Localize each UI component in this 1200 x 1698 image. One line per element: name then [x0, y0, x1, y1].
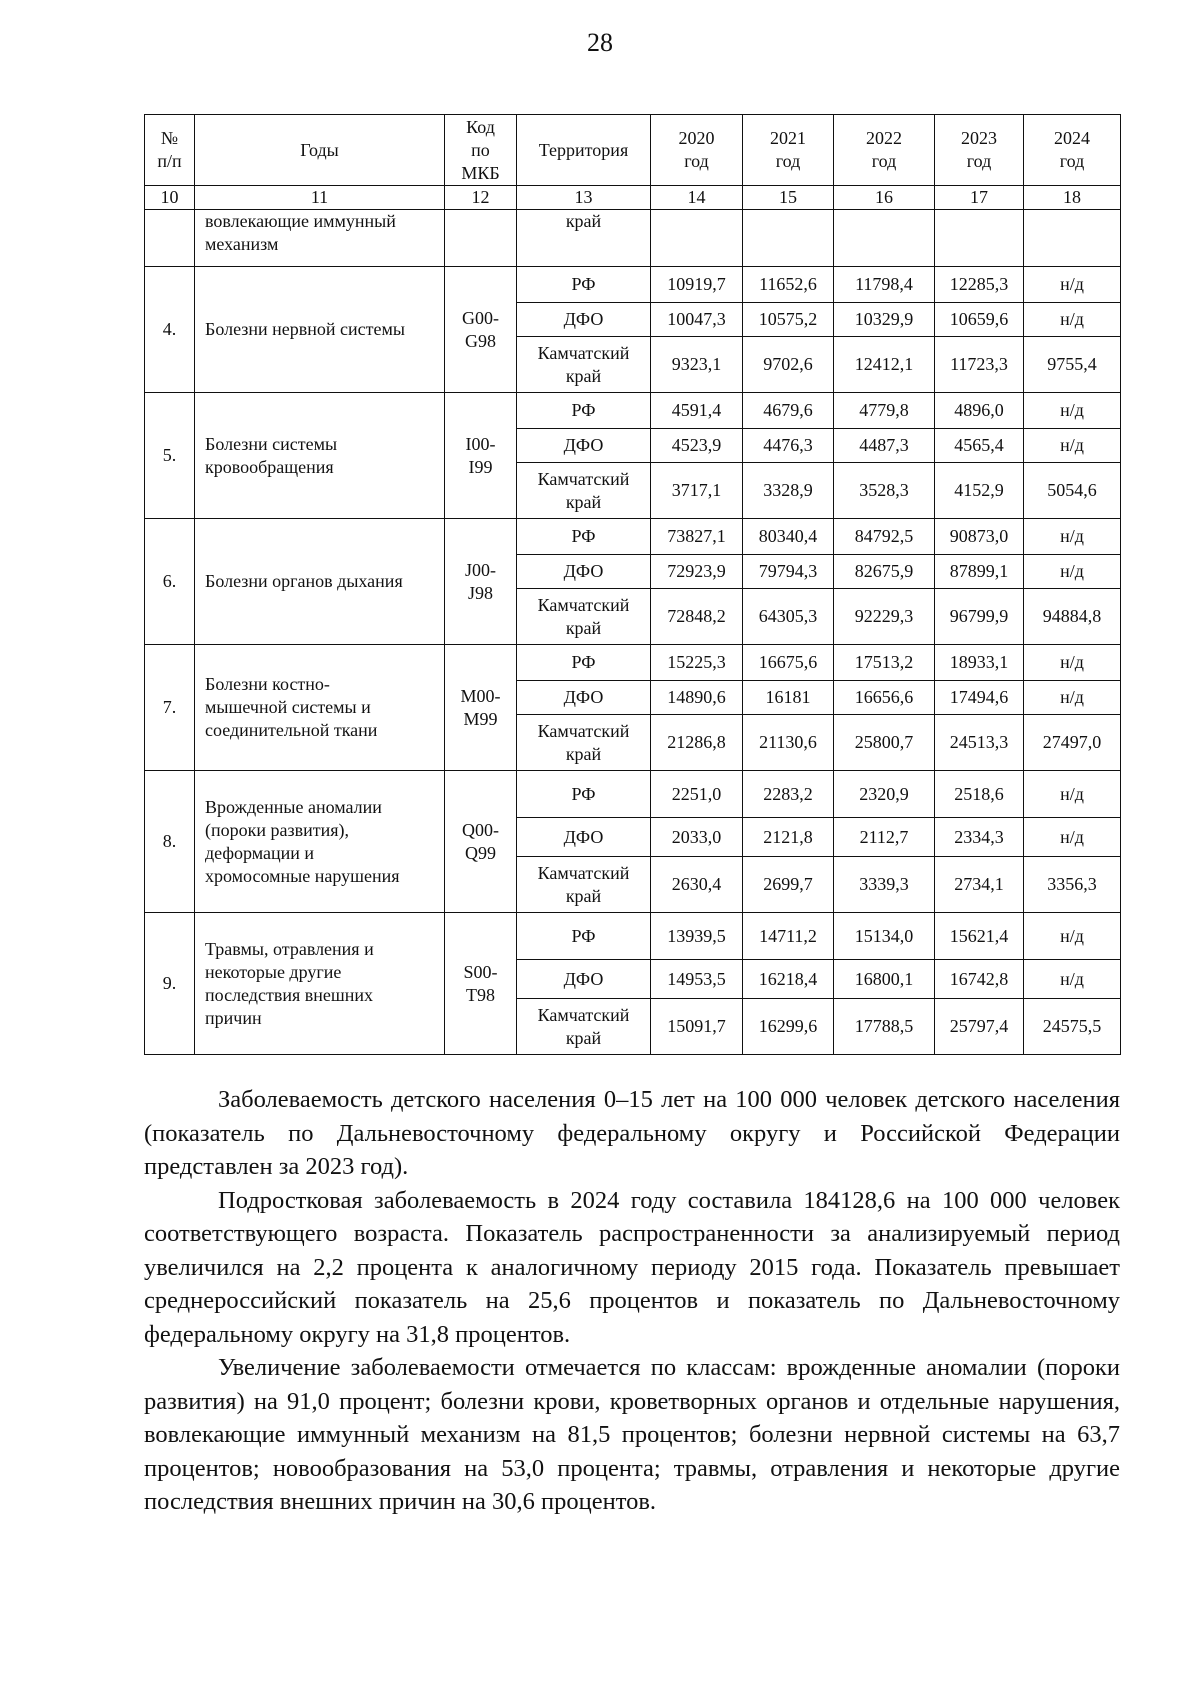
- value-cell: 15621,4: [935, 913, 1024, 960]
- header-code: Код по МКБ: [445, 115, 517, 186]
- value-cell: 16181: [743, 681, 834, 715]
- value-cell: [1024, 210, 1121, 267]
- value-cell: 11652,6: [743, 267, 834, 303]
- value-cell: 12285,3: [935, 267, 1024, 303]
- value-cell: 5054,6: [1024, 463, 1121, 519]
- value-cell: 82675,9: [834, 555, 935, 589]
- value-cell: 18933,1: [935, 645, 1024, 681]
- value-cell: н/д: [1024, 818, 1121, 857]
- value-cell: 21130,6: [743, 715, 834, 771]
- disease-class-name: [195, 913, 445, 1055]
- table-row: [145, 393, 1121, 429]
- value-cell: 90873,0: [935, 519, 1024, 555]
- value-cell: 10047,3: [651, 303, 743, 337]
- value-cell: 16675,6: [743, 645, 834, 681]
- col-number: 18: [1024, 186, 1121, 210]
- value-cell: 9755,4: [1024, 337, 1121, 393]
- territory-cell: [517, 519, 651, 555]
- icd-code-line: S00-: [463, 961, 498, 982]
- value-cell: 24513,3: [935, 715, 1024, 771]
- disease-class-name-line: последствия внешних: [205, 984, 373, 1005]
- col-number: 10: [145, 186, 195, 210]
- territory-label: РФ: [571, 274, 596, 294]
- territory-label: край: [565, 885, 602, 906]
- value-cell: н/д: [1024, 771, 1121, 818]
- value-cell: 12412,1: [834, 337, 935, 393]
- column-numbers-row: [145, 186, 1121, 210]
- value-cell: 13939,5: [651, 913, 743, 960]
- table-header-row: [145, 115, 1121, 186]
- territory-label: Камчатский: [537, 342, 630, 363]
- icd-code: [445, 267, 517, 393]
- territory-label: ДФО: [563, 826, 604, 847]
- value-cell: [651, 210, 743, 267]
- col-number: 13: [517, 186, 651, 210]
- territory-label: край: [565, 617, 602, 638]
- header-year-2021: 2021 год: [743, 115, 834, 186]
- territory-cell: [517, 303, 651, 337]
- value-cell: 2251,0: [651, 771, 743, 818]
- territory-cell: [517, 771, 651, 818]
- icd-code: [445, 645, 517, 771]
- value-cell: 94884,8: [1024, 589, 1121, 645]
- disease-class-name: [195, 267, 445, 393]
- value-cell: 15091,7: [651, 999, 743, 1055]
- value-cell: 64305,3: [743, 589, 834, 645]
- value-cell: 4679,6: [743, 393, 834, 429]
- value-cell: н/д: [1024, 393, 1121, 429]
- disease-class-name: [195, 771, 445, 913]
- disease-class-name: [195, 645, 445, 771]
- value-cell: 25797,4: [935, 999, 1024, 1055]
- value-cell: [743, 210, 834, 267]
- disease-class-name-line: деформации и: [205, 842, 315, 863]
- value-cell: 11723,3: [935, 337, 1024, 393]
- icd-code-line: M00-: [460, 685, 501, 706]
- icd-code-line: T98: [466, 984, 495, 1005]
- territory-cell: [517, 999, 651, 1055]
- value-cell: 16742,8: [935, 960, 1024, 999]
- table-row: [145, 519, 1121, 555]
- icd-code: [445, 519, 517, 645]
- value-cell: 2518,6: [935, 771, 1024, 818]
- header-years: Годы: [195, 115, 445, 186]
- value-cell: 2033,0: [651, 818, 743, 857]
- table-row: [145, 645, 1121, 681]
- territory-label: РФ: [571, 652, 596, 672]
- col-number: 11: [195, 186, 445, 210]
- territory-label: ДФО: [563, 687, 604, 707]
- icd-code-line: J98: [467, 582, 493, 603]
- territory-cell: [517, 857, 651, 913]
- value-cell: 10329,9: [834, 303, 935, 337]
- value-cell: н/д: [1024, 519, 1121, 555]
- value-cell: 3717,1: [651, 463, 743, 519]
- value-cell: 16218,4: [743, 960, 834, 999]
- continuation-name: вовлекающие иммунный механизм: [195, 210, 445, 267]
- value-cell: 21286,8: [651, 715, 743, 771]
- continuation-row: [145, 210, 1121, 267]
- value-cell: 2320,9: [834, 771, 935, 818]
- disease-class-name-line: Болезни нервной системы: [205, 319, 406, 339]
- group-number: 8.: [145, 771, 195, 913]
- territory-label: РФ: [571, 400, 596, 420]
- disease-class-name-line: кровообращения: [205, 456, 334, 477]
- territory-label: край: [565, 743, 602, 764]
- disease-class-name-line: некоторые другие: [205, 961, 342, 982]
- value-cell: н/д: [1024, 267, 1121, 303]
- territory-cell: [517, 393, 651, 429]
- value-cell: н/д: [1024, 913, 1121, 960]
- value-cell: [834, 210, 935, 267]
- territory-cell: [517, 818, 651, 857]
- territory-cell: [517, 589, 651, 645]
- col-number: 12: [445, 186, 517, 210]
- disease-class-name-line: Врожденные аномалии: [205, 796, 382, 817]
- paragraph: Увеличение заболеваемости отмечается по классам: врожденные аномалии (пороки развития) на 91,0 процент; болезни крови, кроветворных органов и отдельные нарушения, вовлекающие иммунный механизм на 81,5 процентов; болезни нервной системы на 63,7 процентов; новообразования на 53,0 процента; травмы, отравления и некоторые другие последствия внешних причин на 30,6 процентов.: [144, 1354, 1120, 1515]
- paragraph: Заболеваемость детского населения 0–15 лет на 100 000 человек детского населения (показатель по Дальневосточному федеральному округу и Российской Федерации представлен за 2023 год).: [144, 1086, 1120, 1180]
- value-cell: 2699,7: [743, 857, 834, 913]
- value-cell: 17513,2: [834, 645, 935, 681]
- disease-class-name-line: Болезни костно-: [205, 674, 330, 694]
- group-number: 7.: [145, 645, 195, 771]
- disease-class-name: [195, 519, 445, 645]
- body-text: [144, 1083, 1120, 1519]
- territory-label: РФ: [571, 526, 596, 546]
- value-cell: н/д: [1024, 429, 1121, 463]
- continuation-code: [445, 210, 517, 267]
- territory-label: РФ: [571, 783, 596, 804]
- group-number: 9.: [145, 913, 195, 1055]
- value-cell: 4896,0: [935, 393, 1024, 429]
- value-cell: 4476,3: [743, 429, 834, 463]
- value-cell: 2112,7: [834, 818, 935, 857]
- value-cell: н/д: [1024, 303, 1121, 337]
- value-cell: 9323,1: [651, 337, 743, 393]
- territory-cell: [517, 267, 651, 303]
- header-year-2020: 2020 год: [651, 115, 743, 186]
- value-cell: 11798,4: [834, 267, 935, 303]
- value-cell: 84792,5: [834, 519, 935, 555]
- col-number: 16: [834, 186, 935, 210]
- continuation-num: [145, 210, 195, 267]
- value-cell: 3339,3: [834, 857, 935, 913]
- col-number: 14: [651, 186, 743, 210]
- value-cell: 4487,3: [834, 429, 935, 463]
- icd-code-line: Q99: [465, 842, 496, 863]
- value-cell: 14711,2: [743, 913, 834, 960]
- col-number: 17: [935, 186, 1024, 210]
- value-cell: 9702,6: [743, 337, 834, 393]
- value-cell: 2283,2: [743, 771, 834, 818]
- value-cell: 2630,4: [651, 857, 743, 913]
- value-cell: [935, 210, 1024, 267]
- territory-label: Камчатский: [537, 862, 630, 883]
- value-cell: 2734,1: [935, 857, 1024, 913]
- disease-class-name-line: Болезни органов дыхания: [205, 571, 403, 591]
- value-cell: 4779,8: [834, 393, 935, 429]
- territory-label: край: [565, 491, 602, 512]
- header-num: № п/п: [145, 115, 195, 186]
- disease-class-name-line: (пороки развития),: [205, 819, 350, 840]
- territory-label: ДФО: [563, 968, 604, 989]
- territory-label: Камчатский: [537, 720, 630, 741]
- disease-class-name-line: соединительной ткани: [205, 720, 378, 740]
- territory-cell: [517, 681, 651, 715]
- value-cell: 15225,3: [651, 645, 743, 681]
- value-cell: 25800,7: [834, 715, 935, 771]
- table-row: [145, 267, 1121, 303]
- value-cell: 92229,3: [834, 589, 935, 645]
- header-territory: Территория: [517, 115, 651, 186]
- header-year-2023: 2023 год: [935, 115, 1024, 186]
- value-cell: 4591,4: [651, 393, 743, 429]
- icd-code-line: I99: [468, 456, 493, 477]
- group-number: 6.: [145, 519, 195, 645]
- disease-class-name-line: причин: [205, 1007, 262, 1028]
- icd-code-line: J00-: [465, 559, 496, 580]
- value-cell: 17494,6: [935, 681, 1024, 715]
- value-cell: н/д: [1024, 555, 1121, 589]
- value-cell: 80340,4: [743, 519, 834, 555]
- value-cell: н/д: [1024, 645, 1121, 681]
- territory-label: ДФО: [563, 309, 604, 329]
- table-row: [145, 913, 1121, 960]
- continuation-territory: край: [517, 210, 651, 267]
- value-cell: 72923,9: [651, 555, 743, 589]
- value-cell: 17788,5: [834, 999, 935, 1055]
- value-cell: 10659,6: [935, 303, 1024, 337]
- icd-code-line: Q00-: [462, 819, 499, 840]
- value-cell: 3528,3: [834, 463, 935, 519]
- header-year-2022: 2022 год: [834, 115, 935, 186]
- value-cell: 14953,5: [651, 960, 743, 999]
- disease-class-name-line: хромосомные нарушения: [205, 865, 400, 886]
- value-cell: 72848,2: [651, 589, 743, 645]
- territory-cell: [517, 337, 651, 393]
- value-cell: 2334,3: [935, 818, 1024, 857]
- value-cell: 87899,1: [935, 555, 1024, 589]
- value-cell: 4523,9: [651, 429, 743, 463]
- territory-label: ДФО: [563, 435, 604, 455]
- morbidity-table: [144, 114, 1121, 1055]
- territory-cell: [517, 645, 651, 681]
- value-cell: 96799,9: [935, 589, 1024, 645]
- disease-class-name: [195, 393, 445, 519]
- icd-code: [445, 913, 517, 1055]
- disease-class-name-line: Болезни системы: [205, 433, 338, 454]
- value-cell: 4152,9: [935, 463, 1024, 519]
- col-number: 15: [743, 186, 834, 210]
- value-cell: 14890,6: [651, 681, 743, 715]
- disease-class-name-line: Травмы, отравления и: [205, 938, 374, 959]
- territory-label: РФ: [571, 925, 596, 946]
- icd-code-line: G98: [465, 330, 496, 351]
- page-number: 28: [587, 28, 613, 57]
- value-cell: 3356,3: [1024, 857, 1121, 913]
- territory-cell: [517, 960, 651, 999]
- territory-cell: [517, 715, 651, 771]
- icd-code: [445, 771, 517, 913]
- territory-cell: [517, 463, 651, 519]
- value-cell: 15134,0: [834, 913, 935, 960]
- icd-code: [445, 393, 517, 519]
- territory-label: ДФО: [563, 561, 604, 581]
- icd-code-line: M99: [463, 708, 498, 729]
- value-cell: 27497,0: [1024, 715, 1121, 771]
- header-year-2024: 2024 год: [1024, 115, 1121, 186]
- icd-code-line: I00-: [465, 433, 496, 454]
- value-cell: н/д: [1024, 681, 1121, 715]
- table-row: [145, 771, 1121, 818]
- territory-cell: [517, 555, 651, 589]
- value-cell: 16656,6: [834, 681, 935, 715]
- value-cell: 79794,3: [743, 555, 834, 589]
- value-cell: 10575,2: [743, 303, 834, 337]
- territory-label: край: [565, 365, 602, 386]
- value-cell: 16299,6: [743, 999, 834, 1055]
- value-cell: н/д: [1024, 960, 1121, 999]
- territory-label: Камчатский: [537, 1004, 630, 1025]
- value-cell: 16800,1: [834, 960, 935, 999]
- icd-code-line: G00-: [462, 307, 499, 328]
- group-number: 5.: [145, 393, 195, 519]
- value-cell: 73827,1: [651, 519, 743, 555]
- value-cell: 3328,9: [743, 463, 834, 519]
- value-cell: 10919,7: [651, 267, 743, 303]
- value-cell: 2121,8: [743, 818, 834, 857]
- territory-cell: [517, 913, 651, 960]
- territory-label: край: [565, 1027, 602, 1048]
- disease-class-name-line: мышечной системы и: [205, 697, 371, 717]
- territory-label: Камчатский: [537, 468, 630, 489]
- territory-label: Камчатский: [537, 594, 630, 615]
- territory-cell: [517, 429, 651, 463]
- paragraph: Подростковая заболеваемость в 2024 году составила 184128,6 на 100 000 человек соответствующего возраста. Показатель распространенности за анализируемый период увеличился на 2,2 процента к аналогичному периоду 2015 года. Показатель превышает среднероссийский показатель на 25,6 процентов и показатель по Дальневосточному федеральному округу на 31,8 процентов.: [144, 1186, 1120, 1348]
- group-number: 4.: [145, 267, 195, 393]
- value-cell: 24575,5: [1024, 999, 1121, 1055]
- value-cell: 4565,4: [935, 429, 1024, 463]
